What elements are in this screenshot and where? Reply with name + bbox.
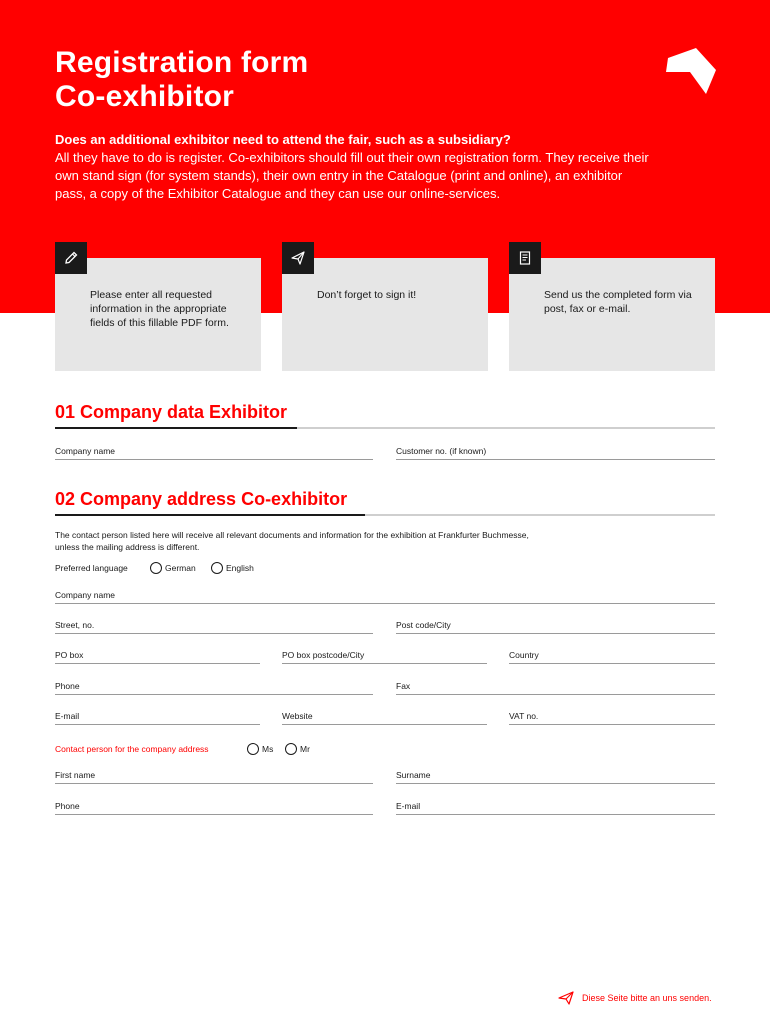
mr-label: Mr [300, 744, 310, 754]
instruction-card-sign [282, 258, 488, 371]
field-label: PO box [55, 650, 84, 660]
english-radio[interactable] [211, 562, 223, 574]
field-label: Phone [55, 801, 80, 811]
intro-question: Does an additional exhibitor need to attend the fair, such as a subsidiary? [55, 132, 511, 147]
title-line-2: Co-exhibitor [55, 80, 235, 113]
ms-label: Ms [262, 744, 274, 754]
card-text: Don’t forget to sign it! [317, 289, 417, 301]
contact-person-label: Contact person for the company address [55, 744, 209, 754]
field-label: E-mail [396, 801, 421, 811]
intro-text [55, 131, 655, 203]
card-text: Please enter all requested information in the appropriate fields of this fillable PDF form. [90, 289, 229, 329]
page-title [55, 46, 308, 114]
section-2-rule [55, 514, 715, 516]
send-page-text: Diese Seite bitte an uns senden. [582, 993, 712, 1003]
exhibitor-company-name-field[interactable] [55, 446, 373, 460]
instruction-card-fill [55, 258, 261, 371]
vat-number-field[interactable] [509, 711, 715, 725]
field-label: Country [509, 650, 539, 660]
first-name-field[interactable] [55, 770, 373, 784]
field-label: First name [55, 770, 96, 780]
field-label: Customer no. (if known) [396, 446, 487, 456]
field-label: Surname [396, 770, 431, 780]
german-label: German [165, 563, 196, 573]
field-label: PO box postcode/City [282, 650, 365, 660]
section-1-rule [55, 427, 715, 429]
intro-body: All they have to do is register. Co-exhibitors should fill out their own registration form. They receive their own stand sign (for system stands), their own entry in the Catalogue (print and online), an exhibitor pass, a copy of the Exhibitor Catalogue and they can use our online-services. [55, 150, 649, 201]
mr-radio[interactable] [285, 743, 297, 755]
coexhibitor-company-name-field[interactable] [55, 590, 715, 604]
paper-plane-icon [282, 242, 314, 274]
contact-note [55, 529, 529, 553]
brand-logo [666, 48, 716, 94]
field-label: VAT no. [509, 711, 539, 721]
surname-field[interactable] [396, 770, 715, 784]
fax-field[interactable] [396, 681, 715, 695]
preferred-language-label: Preferred language [55, 563, 128, 573]
field-label: Website [282, 711, 313, 721]
street-field[interactable] [55, 620, 373, 634]
ms-radio[interactable] [247, 743, 259, 755]
card-text: Send us the completed form via post, fax or e-mail. [544, 289, 692, 315]
field-label: Fax [396, 681, 411, 691]
phone-field[interactable] [55, 681, 373, 695]
field-label: Company name [55, 590, 116, 600]
english-label: English [226, 563, 254, 573]
note-line-2: unless the mailing address is different. [55, 542, 200, 552]
instruction-card-send [509, 258, 715, 371]
po-box-field[interactable] [55, 650, 260, 664]
field-label: Company name [55, 446, 116, 456]
customer-number-field[interactable] [396, 446, 715, 460]
german-radio[interactable] [150, 562, 162, 574]
contact-phone-field[interactable] [55, 801, 373, 815]
email-field[interactable] [55, 711, 260, 725]
pencil-icon [55, 242, 87, 274]
field-label: E-mail [55, 711, 80, 721]
document-icon [509, 242, 541, 274]
send-page-link[interactable] [558, 991, 712, 1005]
note-line-1: The contact person listed here will receive all relevant documents and information for the exhibition at Frankfurter Buchmesse, [55, 530, 529, 540]
country-field[interactable] [509, 650, 715, 664]
paper-plane-icon [558, 991, 574, 1005]
field-label: Street, no. [55, 620, 95, 630]
field-label: Post code/City [396, 620, 451, 630]
section-2-title: 02 Company address Co-exhibitor [55, 489, 348, 509]
po-box-postcode-field[interactable] [282, 650, 487, 664]
section-1-title: 01 Company data Exhibitor [55, 402, 288, 422]
postcode-city-field[interactable] [396, 620, 715, 634]
field-label: Phone [55, 681, 80, 691]
website-field[interactable] [282, 711, 487, 725]
title-line-1: Registration form [55, 46, 309, 79]
contact-email-field[interactable] [396, 801, 715, 815]
